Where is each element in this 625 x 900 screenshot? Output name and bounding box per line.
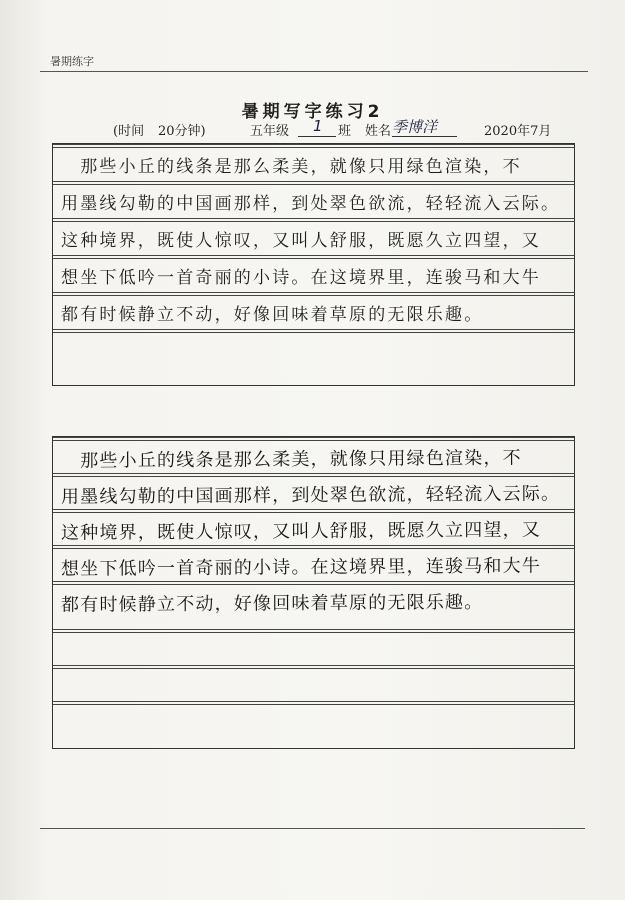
handwriting-line bbox=[53, 581, 574, 618]
printed-line-text: 都有时候静立不动，好像回味着草原的无限乐趣。 bbox=[61, 305, 484, 325]
printed-line bbox=[53, 329, 574, 366]
handwriting-line-text: 那些小丘的线条是那么柔美，就像只用绿色渲染，不 bbox=[60, 447, 522, 472]
printed-line-text: 想坐下低吟一首奇丽的小诗。在这境界里，连骏马和大牛 bbox=[61, 268, 541, 288]
handwriting-line bbox=[53, 629, 574, 666]
handwriting-line bbox=[53, 545, 574, 582]
handwriting-line-text bbox=[61, 707, 571, 711]
handwriting-line-text bbox=[61, 671, 571, 675]
class-label: 班 bbox=[338, 124, 352, 139]
handwriting-line bbox=[53, 437, 574, 474]
printed-line-text: 这种境界，既使人惊叹，又叫人舒服，既愿久立四望，又 bbox=[61, 231, 541, 251]
printed-line-text: 那些小丘的线条是那么柔美，就像只用绿色渲染，不 bbox=[61, 157, 522, 177]
handwriting-line-text: 想坐下低吟一首奇丽的小诗。在这境界里，连骏马和大牛 bbox=[60, 555, 542, 580]
handwriting-line-text bbox=[61, 635, 571, 639]
name-fill-line bbox=[392, 136, 457, 137]
handwriting-line bbox=[53, 509, 574, 546]
name-label: 姓名 bbox=[365, 124, 392, 139]
class-value: 1 bbox=[313, 117, 323, 135]
class-fill-line bbox=[298, 136, 336, 137]
handwriting-line bbox=[53, 473, 574, 510]
handwriting-line-text: 这种境界，既使人惊叹，又叫人舒服，既愿久立四望，又 bbox=[60, 519, 542, 544]
footer-divider bbox=[40, 828, 585, 829]
info-row bbox=[0, 117, 625, 140]
date: 2020年7月 bbox=[484, 124, 552, 139]
time-label: (时间 bbox=[113, 124, 145, 139]
grade-label: 五年级 bbox=[250, 124, 290, 139]
handwriting-line bbox=[53, 701, 574, 738]
name-value: 季博洋 bbox=[392, 118, 438, 136]
printed-line-text: 用墨线勾勒的中国画那样，到处翠色欲流，轻轻流入云际。 bbox=[61, 194, 561, 214]
handwriting-line-text: 都有时候静立不动，好像回味着草原的无限乐趣。 bbox=[60, 591, 484, 616]
printed-text-box bbox=[52, 143, 575, 386]
handwriting-line-text: 用墨线勾勒的中国画那样，到处翠色欲流，轻轻流入云际。 bbox=[60, 483, 561, 508]
printed-line bbox=[53, 255, 574, 292]
header-label: 暑期练字 bbox=[50, 55, 94, 68]
time-value: 20分钟) bbox=[158, 124, 206, 139]
header-divider bbox=[40, 71, 588, 72]
printed-line bbox=[53, 218, 574, 255]
handwriting-line bbox=[53, 665, 574, 702]
page-title: 暑期写字练习2 bbox=[241, 102, 384, 122]
printed-line bbox=[53, 144, 574, 181]
printed-line bbox=[53, 292, 574, 329]
printed-line bbox=[53, 181, 574, 218]
handwriting-box bbox=[52, 436, 575, 749]
